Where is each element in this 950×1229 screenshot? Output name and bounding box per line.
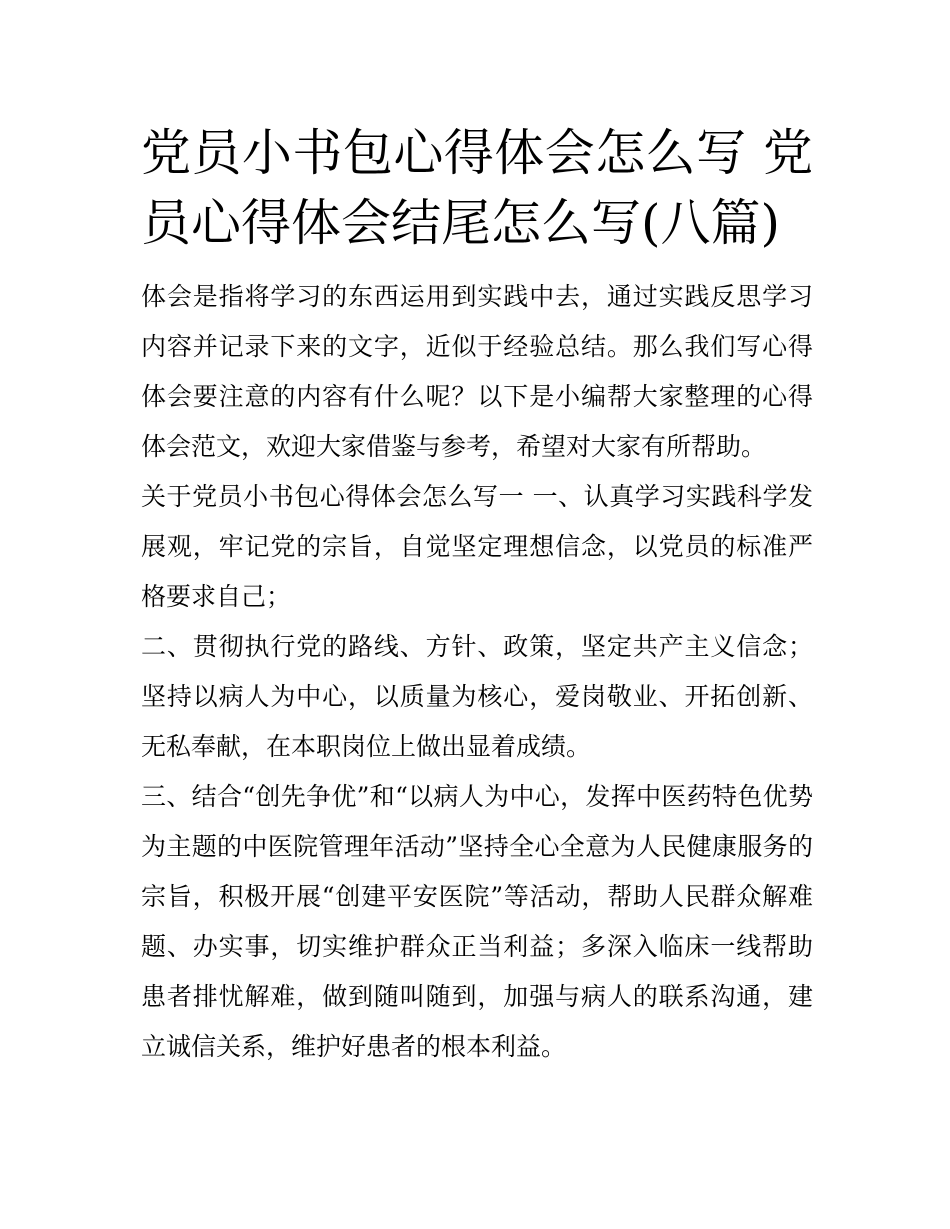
document-title: 党员小书包心得体会怎么写 党员心得体会结尾怎么写(八篇) [141, 124, 813, 252]
document-page [141, 118, 813, 1072]
paragraph-intro: 体会是指将学习的东西运用到实践中去，通过实践反思学习内容并记录下来的文字，近似于经验总结。那么我们写心得体会要注意的内容有什么呢？以下是小编帮大家整理的心得体会范文，欢迎大家借鉴与参考，希望对大家有所帮助。 [141, 282, 813, 461]
paragraph-section-1: 关于党员小书包心得体会怎么写一 一、认真学习实践科学发展观，牢记党的宗旨，自觉坚定理想信念，以党员的标准严格要求自己； [141, 482, 813, 611]
paragraph-section-2: 二、贯彻执行党的路线、方针、政策，坚定共产主义信念；坚持以病人为中心，以质量为核心，爱岗敬业、开拓创新、无私奉献，在本职岗位上做出显着成绩。 [141, 632, 813, 761]
paragraph-section-3: 三、结合“创先争优”和“以病人为中心，发挥中医药特色优势为主题的中医院管理年活动”坚持全心全意为人民健康服务的宗旨，积极开展“创建平安医院”等活动，帮助人民群众解难题、办实事，切实维护群众正当利益；多深入临床一线帮助患者排忧解难，做到随叫随到，加强与病人的联系沟通，建立诚信关系，维护好患者的根本利益。 [141, 782, 813, 1061]
